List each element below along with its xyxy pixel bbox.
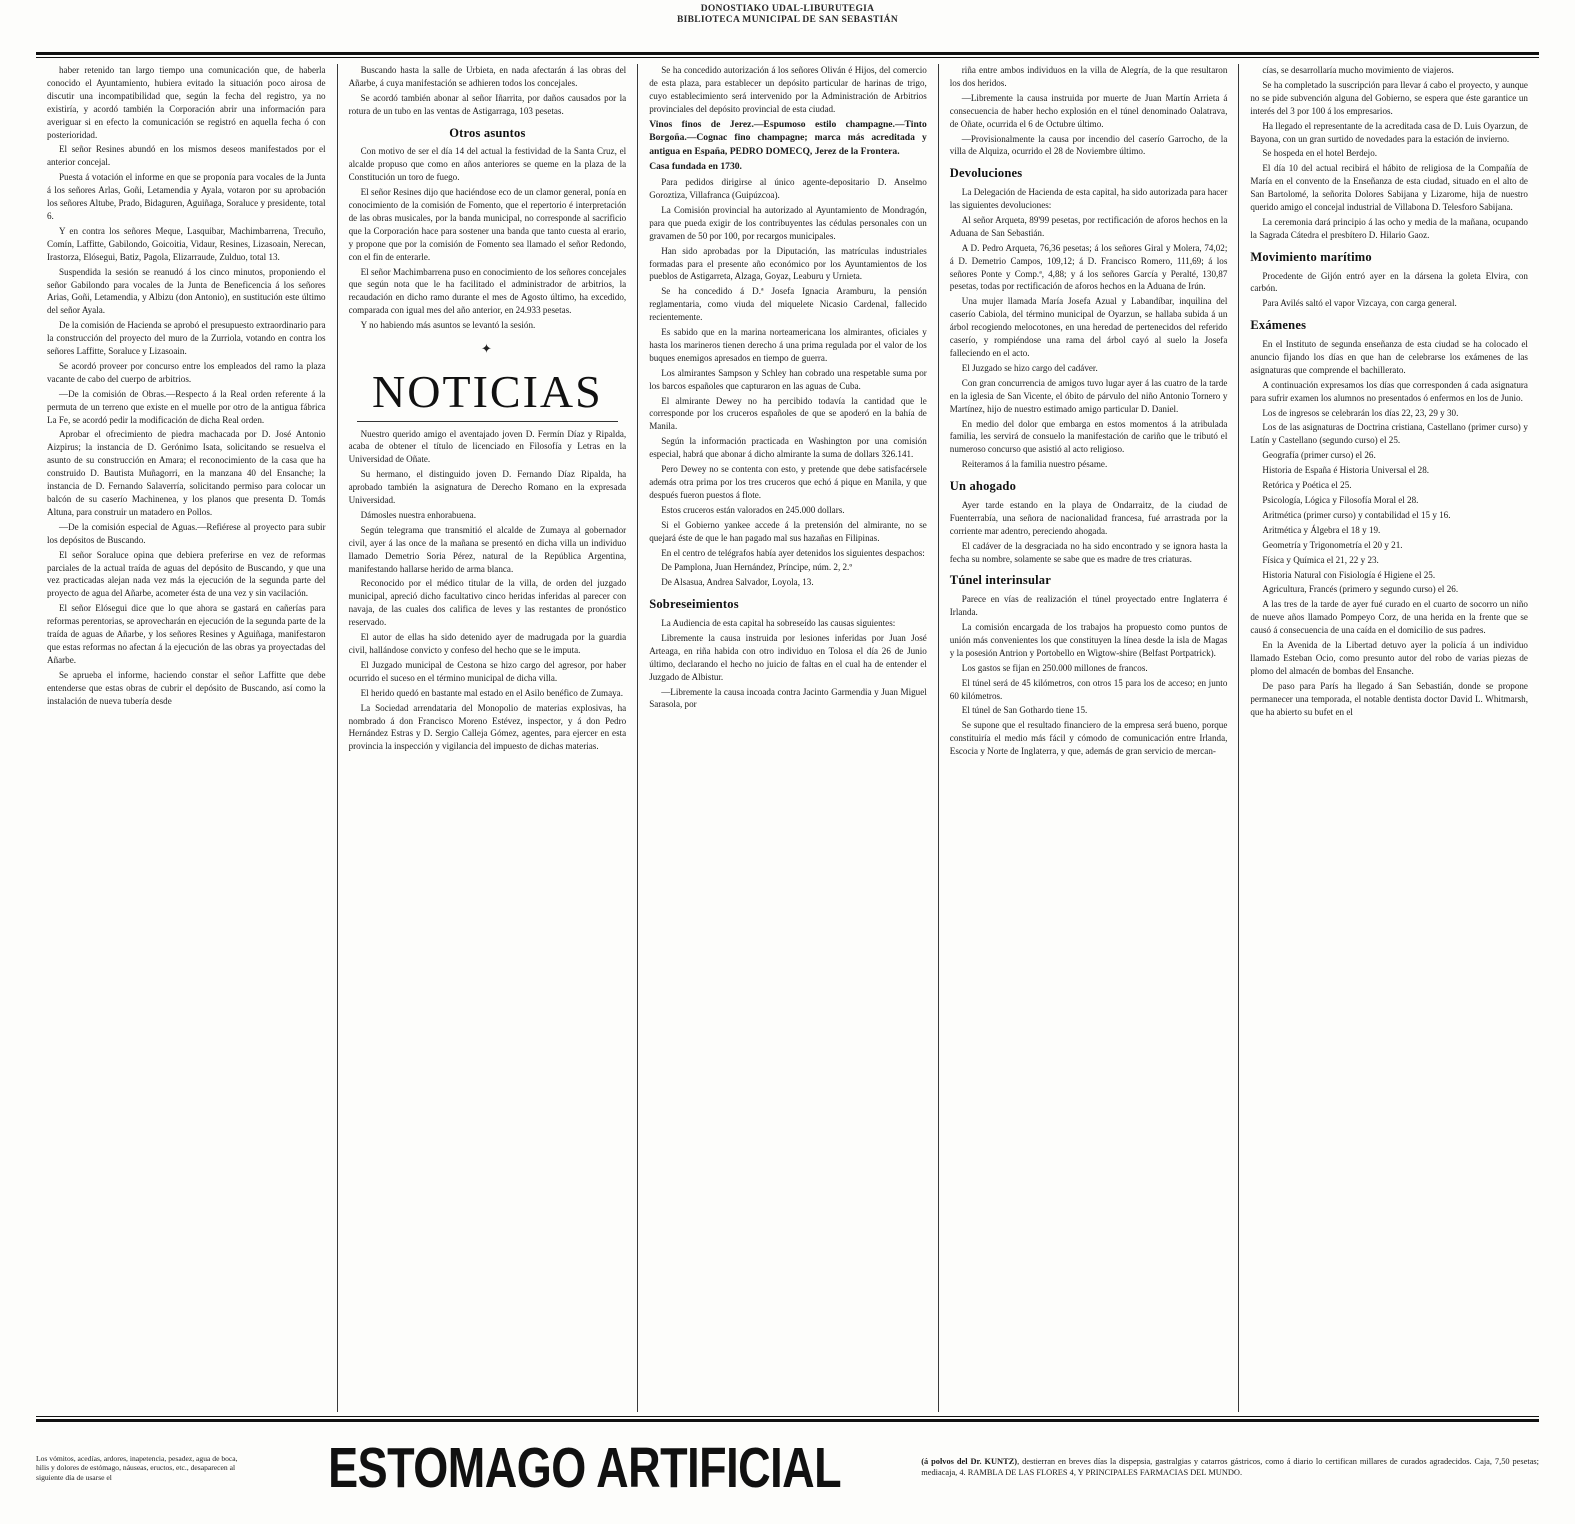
top-rule: [36, 52, 1539, 58]
article-paragraph: Aritmética y Álgebra el 18 y 19.: [1262, 524, 1381, 535]
ad-doctor-label: (á polvos del Dr. KUNTZ): [921, 1457, 1018, 1467]
article-paragraph: El Juzgado municipal de Cestona se hizo cargo del agresor, por haber ocurrido el suceso en el término municipal de dicha villa.: [348, 659, 627, 683]
article-paragraph: El señor Soraluce opina que debiera preferirse en vez de reformas parciales de la actual traída de aguas del depósito de Buscando, y que una vez practicadas alejan nada vez más la ejecución de la segunda parte del proyecto de agua del Añarbe, acometer ésta de una vez y sin vacilación.: [47, 549, 326, 599]
article-paragraph: Los de las asignaturas de Doctrina cristiana, Castellano (primer curso) y Latín y Castellano (segundo curso) el 25.: [1250, 422, 1528, 446]
article-paragraph: —Libremente la causa incoada contra Jacinto Garmendia y Juan Miguel Sarasola, por: [649, 686, 927, 710]
article-paragraph: Historia de España é Historia Universal el 28.: [1262, 465, 1430, 476]
section-heading: Otros asuntos: [449, 125, 526, 140]
article-paragraph: Los gastos se fijan en 250.000 millones de francos.: [961, 662, 1148, 673]
article-paragraph: Buscando hasta la salle de Urbieta, en nada afectarán á las obras del Añarbe, á cuya manifestación se adhieren todos los concejales.: [348, 65, 627, 88]
article-paragraph: Una mujer llamada María Josefa Azual y Labandíbar, inquilina del caserío Cabiola, del término municipal de Oyarzun, se hallaba subida á un árbol recogiendo melocotones, en una heredad de pertenecidos del referido caserío, y rompiéndose una rama del árbol cayó al suelo la Josefa falleciendo en el acto.: [949, 296, 1228, 358]
article-paragraph: Los almirantes Sampson y Schley han cobrado una respetable suma por los barcos españoles que capturaron en las aguas de Cuba.: [649, 367, 927, 391]
article-paragraph: Nuestro querido amigo el aventajado joven D. Fermín Díaz y Ripalda, acaba de obtener el título de licenciado en Filosofía y Letras en la Universidad de Oñate.: [348, 428, 627, 465]
article-paragraph: Y no habiendo más asuntos se levantó la sesión.: [360, 320, 536, 331]
article-paragraph: Ha llegado el representante de la acreditada casa de D. Luis Oyarzun, de Bayona, con un gran surtido de novedades para la estación de invierno.: [1250, 120, 1528, 144]
article-paragraph: Psicología, Lógica y Filosofía Moral el 28.: [1262, 494, 1419, 505]
article-paragraph: Para pedidos dirigirse al único agente-depositario D. Anselmo Goroztiza, Villafranca (Guipúzcoa).: [649, 177, 927, 200]
article-paragraph: El señor Machimbarrena puso en conocimiento de los señores concejales que según nota que le ha facilitado el administrador de arbitrios, la recaudación en dicho ramo durante el mes de Agosto último, ha excedido, comparada con igual mes del año anterior, en 24.933 pesetas.: [348, 266, 627, 316]
article-paragraph: Parece en vías de realización el túnel proyectado entre Inglaterra é Irlanda.: [949, 594, 1228, 618]
article-paragraph: Su hermano, el distinguido joven D. Fernando Díaz Ripalda, ha aprobado también la asignatura de Derecho Romano en la expresada Universidad.: [348, 469, 627, 506]
ad-description: , destierran en breves días la dispepsia, gastralgias y catarros gástricos, como á diario lo certifican millares de curados agradecidos. Caja, 7,50 pesetas; mediacaja, 4. RAMBLA DE LAS FLORES 4, Y PRINCIPALES FARMACIAS DEL MUNDO.: [921, 1457, 1539, 1477]
article-paragraph: Según telegrama que transmitió el alcalde de Zumaya al gobernador civil, ayer á las once de la mañana se presentó en dicha villa un individuo llamado Demetrio Soria Pérez, natural de la República Argentina, manifestando hallarse herido de arma blanca.: [348, 524, 627, 574]
ad-left-text: Los vómitos, acedías, ardores, inapetencia, pesadez, agua de boca, hilis y dolores de estómago, náuseas, eructos, etc., desaparecen al siguiente día de usarse el: [36, 1453, 238, 1482]
article-paragraph: El día 10 del actual recibirá el hábito de religiosa de la Compañía de María en el convento de la Enseñanza de esta ciudad, situado en el alto de San Bartolomé, la señorita Dolores Sabijana y Lizarome, hija de nuestro querido amigo el concejal industrial de Villabona D. Telesforo Sabijana.: [1250, 163, 1528, 213]
article-paragraph: Pero Dewey no se contenta con esto, y pretende que debe satisfacérsele además otra prima por los tres cruceros que echó á pique en Manila, y que después fueron puestos á flote.: [649, 464, 927, 500]
ad-right-text: [915, 1457, 1539, 1479]
section-heading: Sobreseimientos: [649, 597, 739, 612]
article-paragraph: De paso para París ha llegado á San Sebastián, donde se propone permanecer una temporada, el notable dentista doctor David L. Whitmarsh, que ha abierto su bufet en el: [1250, 680, 1528, 717]
article-paragraph: Se supone que el resultado financiero de la empresa será bueno, porque constituiría el medio más fácil y cómodo de comunicación entre Irlanda, Escocia y Norte de Inglaterra, y que, además de gran servicio de mercan-: [949, 720, 1228, 757]
masthead-line-spanish: BIBLIOTECA MUNICIPAL DE SAN SEBASTIÁN: [676, 14, 899, 25]
article-paragraph: Puesta á votación el informe en que se proponía para vocales de la Junta á los señores Arlas, Goñi, Letamendia y Ayala, votaron por su aprobación los señores Altube, Prado, Bidaguren, Aguiñaga, Soraluce y presidente, total 6.: [47, 172, 326, 221]
article-paragraph: haber retenido tan largo tiempo una comunicación que, de haberla conocido el Ayuntamiento, hubiera evitado la situación poco airosa de discutir una incompatibilidad que, según la fecha del registro, ya no existiría, y acordó también la Corporación abrir una información para averiguar si en efecto la comunicación se registró en aquella fecha ó con posterioridad.: [47, 65, 326, 140]
article-paragraph: El cadáver de la desgraciada no ha sido encontrado y se ignora hasta la fecha su nombre, solamente se sabe que es madre de tres criaturas.: [949, 540, 1228, 564]
article-paragraph: Historia Natural con Fisiología é Higiene el 25.: [1262, 569, 1436, 580]
column-5: [1238, 64, 1539, 1412]
inline-ad-heading[interactable]: Vinos finos de Jerez.—Espumoso estilo champagne.—Tinto Borgoña.—Cognac fino champagne; marca más acreditada y antigua en España, PEDRO DOMECQ, Jerez de la Frontera.: [649, 118, 927, 157]
article-paragraph: Los de ingresos se celebrarán los días 22, 23, 29 y 30.: [1262, 407, 1459, 418]
article-paragraph: Han sido aprobadas por la Diputación, las matrículas industriales formadas para el presente año económico por los Ayuntamientos de los pueblos de Astigarreta, Alzaga, Goyaz, Leaburu y Urnieta.: [649, 245, 927, 282]
ornament-divider: ✦: [480, 341, 494, 357]
article-paragraph: Se acordó proveer por concurso entre los empleados del ramo la plaza vacante de cabo del cuerpo de arbitrios.: [47, 360, 326, 384]
section-heading: Túnel interinsular: [949, 573, 1051, 588]
article-paragraph: En el Instituto de segunda enseñanza de esta ciudad se ha colocado el anuncio fijando los días en que han de celebrarse los exámenes de las asignaturas que comprende el bachillerato.: [1250, 339, 1528, 375]
article-paragraph: A las tres de la tarde de ayer fué curado en el cuarto de socorro un niño de nueve años llamado Pompeyo Corz, de una herida en la frente que se causó á consecuencia de una caída en el domicilio de sus padres.: [1250, 599, 1528, 636]
article-paragraph: En la Avenida de la Libertad detuvo ayer la policía á un individuo llamado Esteban Ocio, como presunto autor del robo de varias piezas de plomo del almacén de bombas del Ensanche.: [1250, 640, 1528, 676]
article-paragraph: —De la comisión especial de Aguas.—Refiérese al proyecto para subir los depósitos de Buscando.: [47, 521, 326, 545]
article-paragraph: El túnel será de 45 kilómetros, con otros 15 para los de acceso; en junto 60 kilómetros.: [949, 677, 1228, 701]
article-paragraph: Procedente de Gijón entró ayer en la dársena la goleta Elvira, con carbón.: [1250, 270, 1528, 294]
article-paragraph: El almirante Dewey no ha percibido todavía la cantidad que le corresponde por los cruceros españoles de que se apoderó en la bahía de Manila.: [649, 395, 927, 432]
ad-product-title: ESTOMAGO ARTIFICIAL: [328, 1435, 842, 1500]
section-heading: Un ahogado: [949, 479, 1017, 494]
article-paragraph: —De la comisión de Obras.—Respecto á la Real orden referente á la permuta de un terreno que existe en el muelle por otro de la antigua fábrica La Fe, se acordó pedir la modificación de dicha Real orden.: [47, 388, 326, 425]
article-paragraph: Retórica y Poética el 25.: [1262, 480, 1352, 491]
article-paragraph: El túnel de San Gothardo tiene 15.: [961, 705, 1088, 716]
article-paragraph: Ayer tarde estando en la playa de Ondarraitz, de la ciudad de Fuenterrabía, una señora de nacionalidad francesa, fué arrastrada por la corriente mar adentro, pereciendo ahogada.: [949, 499, 1228, 536]
article-paragraph: Al señor Arqueta, 89'99 pesetas, por rectificación de aforos hechos en la Aduana de San Sebastián.: [949, 214, 1228, 238]
article-paragraph: Reconocido por el médico titular de la villa, de orden del juzgado municipal, apreció dicho facultativo cinco heridas inferidas al parecer con navaja, de las cuales dos califica de leves y las restantes de pronóstico reservado.: [348, 578, 627, 628]
article-paragraph: Para Avilés saltó el vapor Vizcaya, con carga general.: [1262, 298, 1457, 309]
article-paragraph: La Sociedad arrendataria del Monopolio de materias explosivas, ha nombrado á don Francisco Moreno Estévez, inspector, y á don Pedro Hernández Estras y D. Sergio Calleja Gómez, agentes, para ejercer en esta provincia la inspección y vigilancia del impuesto de dichas materias.: [348, 702, 627, 752]
section-heading: Devoluciones: [949, 166, 1023, 181]
article-paragraph: Se ha concedido autorización á los señores Oliván é Hijos, del comercio de esta plaza, para establecer un depósito particular de harinas de trigo, cuyo establecimiento será intervenido por la Administración de Arbitrios provinciales del depósito provincial de esta ciudad.: [649, 65, 927, 114]
article-paragraph: La comisión encargada de los trabajos ha propuesto como puntos de unión más convenientes los que constituyen la línea desde la isla de Magas y la posesión Antrion y Portobello en Wigtow-shire (Belfast Portpatrick).: [949, 621, 1228, 658]
article-paragraph: Con motivo de ser el día 14 del actual la festividad de la Santa Cruz, el alcalde propuso que como en años anteriores se queme en la plaza de la Constitución un toro de fuego.: [348, 146, 627, 183]
inline-ad-subheading: Casa fundada en 1730.: [649, 161, 742, 173]
article-paragraph: Agricultura, Francés (primero y segundo curso) el 26.: [1262, 584, 1459, 595]
article-paragraph: Aprobar el ofrecimiento de piedra machacada por D. José Antonio Aizpirus; la instancia de D. Gerónimo Isata, solicitando se resuelva el asunto de su construcción en Amara; el reconocimiento de la casa que ha construido D. Bautista Muñagorri, en la manzana 40 del Ensanche; la instancia de D. Fernando Salaverría, solicitando permiso para colocar un balcón de su caserío Machinenea, y los planos que presenta D. Tomás Altuna, para construir un matadero en Pollos.: [47, 429, 326, 517]
article-paragraph: El señor Elósegui dice que lo que ahora se gastará en cañerías para reformas perentorias, se aprovecharán en ejecución de la segunda parte de la traída de aguas de Añarbe, y los señores Resines y Aguiñaga, manifestaron que estas reformas no afectan á la ejecución de las obras ya proyectadas del Añarbe.: [47, 603, 326, 665]
article-paragraph: La Delegación de Hacienda de esta capital, ha sido autorizada para hacer las siguientes devoluciones:: [949, 187, 1228, 210]
article-paragraph: Según la información practicada en Washington por una comisión especial, habrá que abonar á dicho almirante la suma de dollars 326.141.: [649, 436, 927, 460]
article-paragraph: La Comisión provincial ha autorizado al Ayuntamiento de Mondragón, para que pueda exigir de los contribuyentes las cédulas personales con un gravamen de 50 por 100, por recargos municipales.: [649, 204, 927, 241]
column-container: [36, 64, 1539, 1412]
bottom-rule: [36, 1416, 1539, 1422]
article-paragraph: En el centro de telégrafos había ayer detenidos los siguientes despachos:: [661, 547, 925, 558]
article-paragraph: Se aprueba el informe, haciendo constar el señor Laffitte que debe entenderse que estas obras de cubrir el depósito de Buscando, así como la instalación de nueva tubería desde: [47, 669, 326, 706]
article-paragraph: En medio del dolor que embarga en estos momentos á la atribulada familia, les servirá de consuelo la manifestación de cariño que le tributó el numeroso concurso que asistió al acto religioso.: [949, 418, 1228, 455]
article-paragraph: Se hospeda en el hotel Berdejo.: [1262, 148, 1378, 159]
article-paragraph: cías, se desarrollaría mucho movimiento de viajeros.: [1262, 65, 1454, 75]
noticias-rule: [357, 421, 618, 422]
article-paragraph: Si el Gobierno yankee accede á la pretensión del almirante, no se quejará éste de que le han pagado mal sus hazañas en Filipinas.: [649, 519, 927, 543]
article-paragraph: De la comisión de Hacienda se aprobó el presupuesto extraordinario para la construcción del proyecto del muro de la Zurriola, votando en contra los señores Laffitte, Soraluce y Lizasoain.: [47, 320, 326, 357]
masthead-line-basque: DONOSTIAKO UDAL-LIBURUTEGIA: [700, 4, 875, 14]
article-paragraph: Con gran concurrencia de amigos tuvo lugar ayer á las cuatro de la tarde en la iglesia de San Vicente, el óbito de párvulo del niño Antonio Tornero y Martínez, hijo de nuestro estimado amigo particular D. Daniel.: [949, 377, 1228, 414]
article-paragraph: Reiteramos á la familia nuestro pésame.: [961, 459, 1108, 470]
article-paragraph: Libremente la causa instruida por lesiones inferidas por Juan José Arteaga, en riña habida con otro individuo en Tolosa el día 26 de Junio último, declarando el hecho no juicio de faltas en el cual ha de entender el Juzgado de Albistur.: [649, 632, 927, 682]
article-paragraph: Se acordó también abonar al señor Iñarrita, por daños causados por la rotura de un tubo en las ventas de Astigarraga, 103 pesetas.: [348, 92, 627, 116]
masthead: [0, 0, 1575, 26]
article-paragraph: A D. Pedro Arqueta, 76,36 pesetas; á los señores Giral y Molera, 74,02; á D. Demetrio Campos, 109,12; á D. Francisco Romero, 111,69; á los señores Ponte y Comp.ª, 4,88; y á los señores García y Peralté, 130,87 pesetas, todas por rectificación de aforos hechos en la Aduana de Irún.: [949, 242, 1228, 292]
article-paragraph: El Juzgado se hizo cargo del cadáver.: [961, 362, 1098, 373]
article-paragraph: Geografía (primer curso) el 26.: [1262, 450, 1376, 461]
article-paragraph: Física y Química el 21, 22 y 23.: [1262, 554, 1379, 565]
article-paragraph: Se ha completado la suscripción para llevar á cabo el proyecto, y aunque no se pide subvención alguna del Gobierno, se espera que éste garantice un interés del 3 por 100 á los empresarios.: [1250, 79, 1528, 116]
section-heading: Exámenes: [1250, 318, 1307, 333]
article-paragraph: De Alsasua, Andrea Salvador, Loyola, 13.: [661, 577, 814, 588]
article-paragraph: El autor de ellas ha sido detenido ayer de madrugada por la guardia civil, hallándose convicto y confeso del hecho que se le imputa.: [348, 632, 627, 656]
article-paragraph: Dámosles nuestra enhorabuena.: [360, 509, 476, 520]
article-paragraph: De Pamplona, Juan Hernández, Príncipe, núm. 2, 2.º: [661, 562, 853, 573]
article-paragraph: El señor Resines abundó en los mismos deseos manifestados por el anterior concejal.: [47, 144, 326, 168]
noticias-masthead: NOTICIAS: [372, 365, 603, 417]
article-paragraph: La ceremonia dará principio á las ocho y media de la mañana, ocupando la Sagrada Cátedra el presbítero D. Hilario Gaoz.: [1250, 216, 1528, 240]
article-paragraph: Aritmética (primer curso) y contabilidad el 15 y 16.: [1262, 509, 1451, 520]
article-paragraph: El señor Resines dijo que haciéndose eco de un clamor general, ponía en conocimiento de la comisión de Fomento, que el repertorio é interpretación de las obras musicales, por la banda municipal, no corresponde al sacrificio que la Corporación hace para sostener una banda que tanto cuesta al erario, y propone que por la comisión de Fomento sea llamado el señor Redondo, con el fin de enterarle.: [348, 187, 627, 262]
article-paragraph: La Audiencia de esta capital ha sobreseído las causas siguientes:: [661, 618, 896, 628]
article-paragraph: Estos cruceros están valorados en 245.000 dollars.: [661, 504, 845, 515]
article-paragraph: Suspendida la sesión se reanudó á los cinco minutos, proponiendo el señor Gabilondo para vocales de la Junta de Beneficencia á los señores Arias, Goñi, Letamendia, y Albizu (don Antonio), en sustitución este último del señor Ayala.: [47, 266, 326, 316]
advertisement-banner[interactable]: [36, 1426, 1539, 1510]
article-paragraph: Geometría y Trigonometría el 20 y 21.: [1262, 539, 1403, 550]
article-paragraph: riña entre ambos individuos en la villa de Alegría, de la que resultaron los dos heridos.: [949, 65, 1228, 88]
article-paragraph: El herido quedó en bastante mal estado en el Asilo benéfico de Zumaya.: [360, 687, 623, 698]
section-heading: Movimiento marítimo: [1250, 249, 1372, 264]
article-paragraph: A continuación expresamos los días que corresponden á cada asignatura para sufrir examen los alumnos no presentados ó enfermos en los de Junio.: [1250, 379, 1528, 403]
article-paragraph: —Provisionalmente la causa por incendio del caserío Garrocho, de la villa de Alquiza, ocurrido el 28 de Noviembre último.: [949, 133, 1228, 157]
column-4: [938, 64, 1239, 1412]
article-paragraph: Se ha concedido á D.ª Josefa Ignacia Aramburu, la pensión reglamentaria, como viuda del miquelete Nicasio Cardenal, fallecido recientemente.: [649, 286, 927, 323]
article-paragraph: —Libremente la causa instruida por muerte de Juan Martín Arrieta á consecuencia de haber hecho explosión en el túnel denominado Oalatrava, de Oñate, ocurrida el 6 de Octubre último.: [949, 92, 1228, 129]
column-2: [337, 64, 638, 1412]
article-paragraph: Y en contra los señores Meque, Lasquibar, Machimbarrena, Trecuño, Comín, Laffitte, Gabilondo, Goicoitia, Vidaur, Resines, Lizasoain, Nerecan, Irastorza, Elósegui, Batiz, Pagola, Elizarraude, Zulduo, total 13.: [47, 225, 326, 262]
column-1: [36, 64, 337, 1412]
column-3: [637, 64, 938, 1412]
article-paragraph: Es sabido que en la marina norteamericana los almirantes, oficiales y hasta los marineros tienen derecho á una prima regulada por el valor de los buques enemigos apresados en tiempo de guerra.: [649, 327, 927, 363]
